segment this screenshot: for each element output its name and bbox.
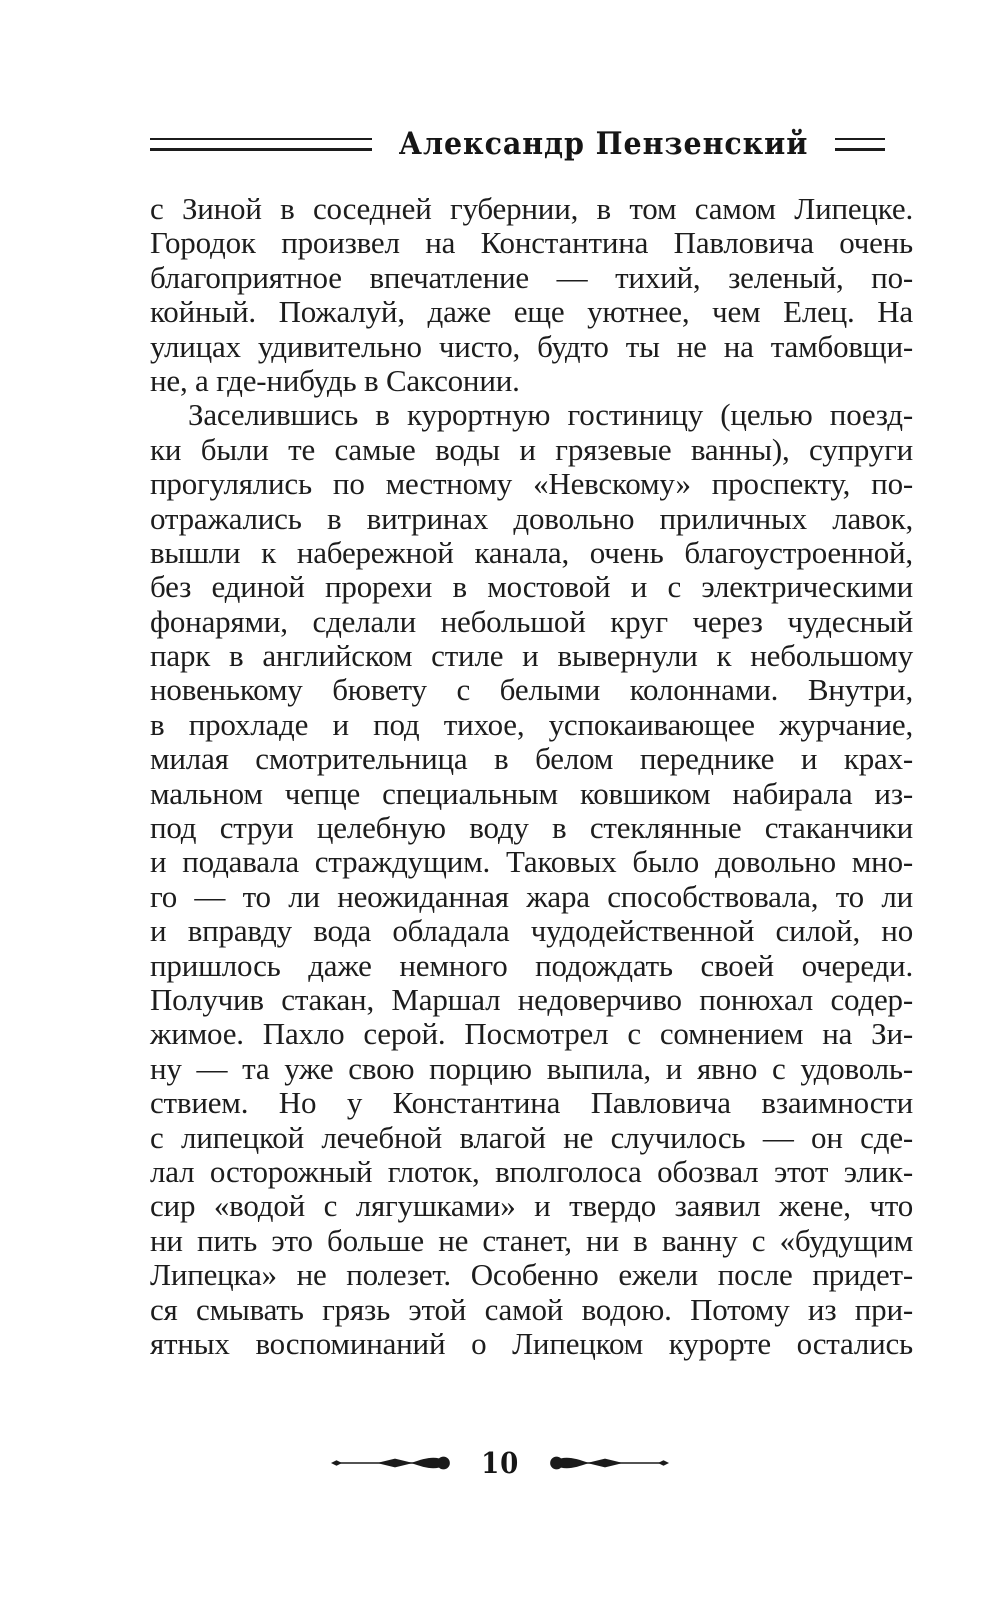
text-line: го — то ли неожиданная жара способствовала, то ли: [150, 878, 913, 914]
text-line: Липецка» не полезет. Особенно ежели после придет-: [150, 1257, 913, 1293]
author-name: Александр Пензенский: [398, 126, 809, 162]
text-line: ствием. Но у Константина Павловича взаимности: [150, 1085, 913, 1121]
text-line: не, а где-нибудь в Саксонии.: [150, 362, 520, 398]
text-line: прогулялись по местному «Невскому» проспекту, по-: [150, 466, 913, 502]
text-line: с Зиной в соседней губернии, в том самом Липецке.: [150, 191, 913, 226]
text-line: милая смотрительница в белом переднике и крах-: [150, 741, 913, 777]
text-line: новенькому бювету с белыми колоннами. Внутри,: [150, 672, 913, 708]
text-line: улицах удивительно чисто, будто ты не на тамбовщи-: [150, 328, 913, 364]
page-footer: [0, 1448, 1000, 1478]
page-text: [150, 192, 913, 1361]
text-line: ятных воспоминаний о Липецком курорте остались: [150, 1325, 913, 1361]
text-line: Получив стакан, Маршал недоверчиво понюхал содер-: [150, 981, 913, 1017]
text-line: фонарями, сделали небольшой круг через чудесный: [150, 603, 913, 639]
text-line: с липецкой лечебной влагой не случилось — он сде-: [150, 1119, 913, 1155]
text-line: лал осторожный глоток, вполголоса обозвал этот элик-: [150, 1153, 913, 1189]
text-line: и подавала страждущим. Таковых было довольно мно-: [150, 844, 913, 880]
flourish-icon: [331, 1454, 453, 1472]
text-line: Заселившись в курортную гостиницу (целью поезд-: [188, 397, 913, 433]
flourish-icon: [547, 1454, 669, 1472]
text-line: вышли к набережной канала, очень благоустроенной,: [150, 534, 913, 570]
text-line: ся смывать грязь этой самой водою. Потому из при-: [150, 1291, 913, 1327]
text-line: отражались в витринах довольно приличных лавок,: [150, 500, 913, 536]
text-line: ну — та уже свою порцию выпила, и явно с удоволь-: [150, 1050, 913, 1086]
text-line: в прохладе и под тихое, успокаивающее журчание,: [150, 706, 913, 742]
text-line: койный. Пожалуй, даже еще уютнее, чем Елец. На: [150, 294, 913, 330]
text-line: сир «водой с лягушками» и твердо заявил жене, что: [150, 1188, 913, 1224]
text-line: Городок произвел на Константина Павловича очень: [150, 225, 913, 261]
text-line: жимое. Пахло серой. Посмотрел с сомнением на Зи-: [150, 1016, 913, 1052]
text-line: пришлось даже немного подождать своей очереди.: [150, 947, 913, 983]
text-line: под струи целебную воду в стеклянные стаканчики: [150, 810, 913, 846]
text-line: и вправду вода обладала чудодейственной силой, но: [150, 913, 913, 949]
text-line: без единой прорехи в мостовой и с электрическими: [150, 569, 913, 605]
text-line: благоприятное впечатление — тихий, зеленый, по-: [150, 259, 913, 295]
text-line: мальном чепце специальным ковшиком набирала из-: [150, 775, 913, 811]
header-rule-left: [150, 138, 372, 151]
text-line: ки были те самые воды и грязевые ванны), супруги: [150, 431, 913, 467]
text-line: ни пить это больше не станет, ни в ванну с «будущим: [150, 1222, 913, 1258]
running-head: [150, 124, 885, 164]
page-number: 10: [480, 1446, 520, 1480]
text-line: парк в английском стиле и вывернули к небольшому: [150, 638, 913, 674]
header-rule-right: [835, 138, 885, 151]
